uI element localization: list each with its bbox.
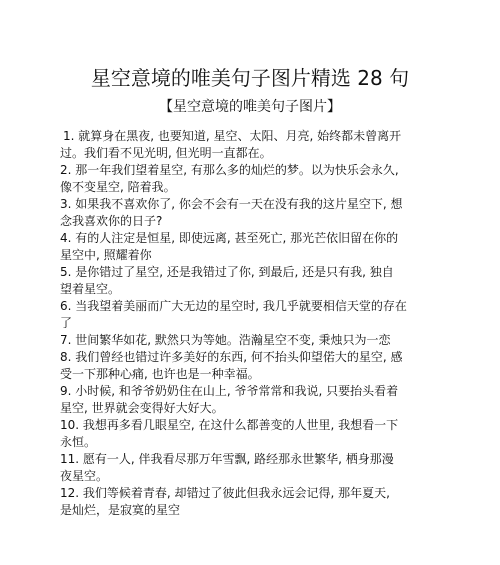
text-line: 2. 那一年我们望着星空, 有那么多的灿烂的梦。以为快乐会永久, bbox=[60, 163, 399, 177]
text-line: 星空, 世界就会变得好大好大。 bbox=[60, 401, 224, 415]
text-line: 望着星空。 bbox=[60, 282, 121, 296]
text-line: 11. 愿有一人, 伴我看尽那万年雪飘, 路经那永世繁华, 栖身那漫 bbox=[60, 452, 394, 466]
text-line: 3. 如果我不喜欢你了, 你会不会有一天在没有我的这片星空下, 想 bbox=[60, 197, 403, 211]
document-subtitle: 【星空意境的唯美句子图片】 bbox=[159, 99, 341, 115]
text-line: 6. 当我望着美丽而广大无边的星空时, 我几乎就要相信天堂的存在 bbox=[60, 299, 407, 313]
text-line: 10. 我想再多看几眼星空, 在这什么都善变的人世里, 我想看一下 bbox=[60, 418, 399, 432]
text-line: 1. 就算身在黑夜, 也要知道, 星空、太阳、月亮, 始终都未曾离开 bbox=[63, 129, 402, 143]
text-line: 星空中, 照耀着你 bbox=[60, 248, 152, 262]
text-line: 了 bbox=[60, 316, 73, 330]
text-line: 像不变星空, 陪着我。 bbox=[60, 180, 176, 194]
text-line: 永恒。 bbox=[60, 435, 97, 449]
document-title: 星空意境的唯美句子图片精选 28 句 bbox=[90, 66, 410, 90]
text-line: 念我喜欢你的日子? bbox=[60, 214, 163, 228]
text-line: 5. 是你错过了星空, 还是我错过了你, 到最后, 还是只有我, 独自 bbox=[60, 265, 394, 279]
text-line: 8. 我们曾经也错过许多美好的东西, 何不抬头仰望偌大的星空, 感 bbox=[60, 350, 403, 364]
text-line: 受一下那种心痛, 也许也是一种幸福。 bbox=[60, 367, 260, 381]
text-line: 12. 我们等候着青春, 却错过了彼此但我永远会记得, 那年夏天, bbox=[60, 486, 390, 500]
text-line: 夜星空。 bbox=[60, 469, 109, 483]
text-line: 过。我们看不见光明, 但光明一直都在。 bbox=[60, 146, 272, 160]
text-line: 9. 小时候, 和爷爷奶奶住在山上, 爷爷常常和我说, 只要抬头看着 bbox=[60, 384, 399, 398]
text-line: 7. 世间繁华如花, 默然只为等她。浩瀚星空不变, 秉烛只为一恋 bbox=[60, 333, 391, 347]
sentence-list bbox=[60, 128, 407, 519]
text-line: 4. 有的人注定是恒星, 即使远离, 甚至死亡, 那光芒依旧留在你的 bbox=[60, 231, 399, 245]
text-line: 是灿烂，是寂寞的星空 bbox=[60, 503, 181, 517]
